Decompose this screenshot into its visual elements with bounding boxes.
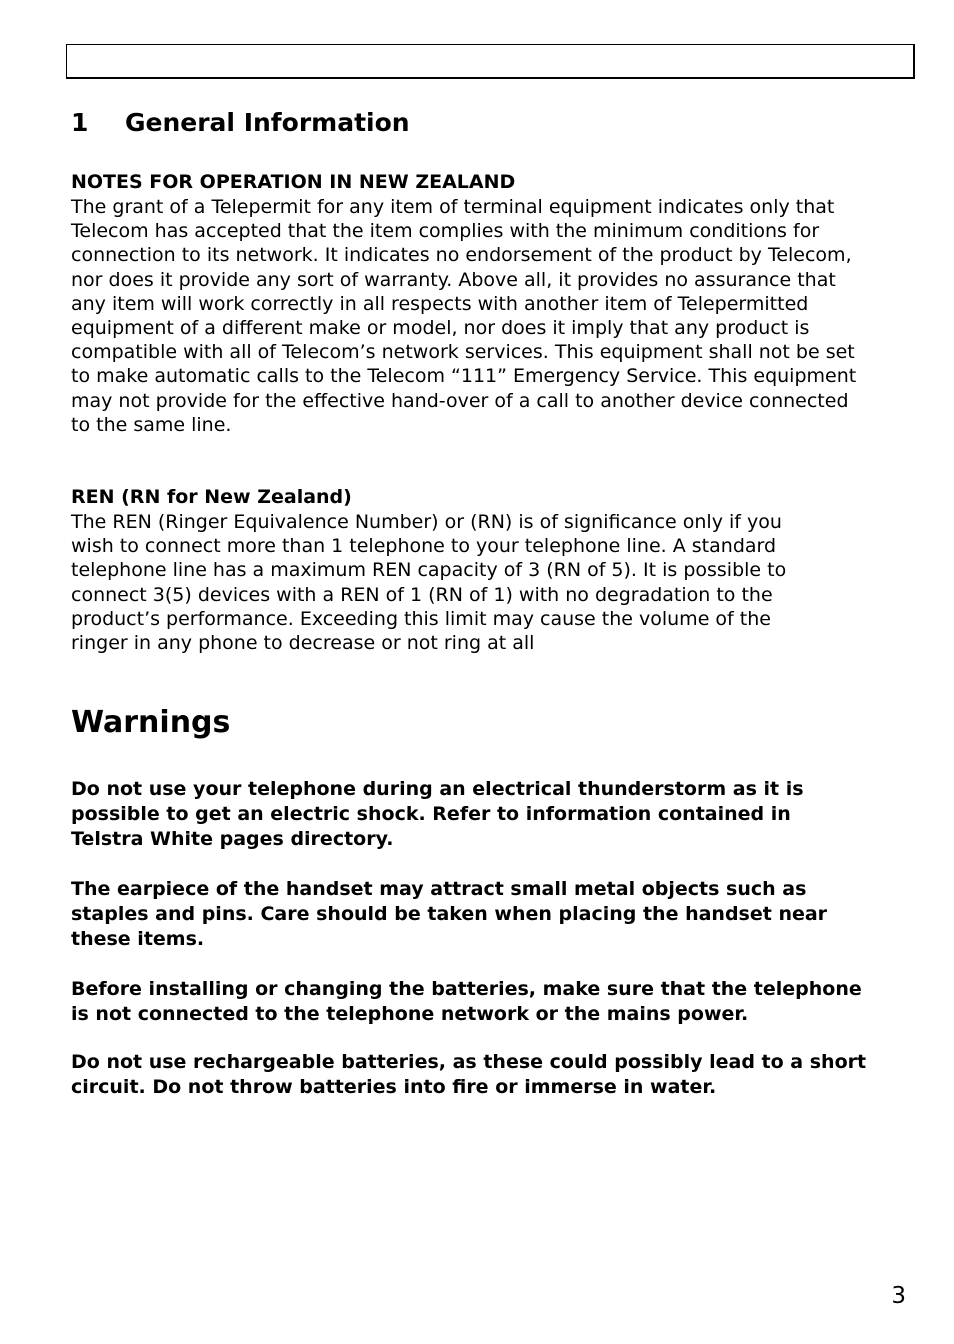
nz-notes-line: to make automatic calls to the Telecom “111” Emergency Service. This equipment	[71, 365, 857, 388]
ren-line: wish to connect more than 1 telephone to your telephone line. A standard	[71, 535, 777, 558]
warning-earpiece	[71, 877, 827, 952]
section-title: General Information	[125, 108, 410, 137]
nz-notes-line: The grant of a Telepermit for any item of terminal equipment indicates only that	[71, 196, 835, 218]
ren-heading: REN (RN for New Zealand)	[71, 486, 352, 508]
ren-line: product’s performance. Exceeding this limit may cause the volume of the	[71, 607, 771, 630]
nz-notes-line: to the same line.	[71, 413, 232, 436]
section-number: 1	[71, 108, 89, 137]
page-number: 3	[891, 1283, 906, 1309]
warning-line: Before installing or changing the batteries, make sure that the telephone	[71, 978, 862, 1000]
nz-notes-line: nor does it provide any sort of warranty. Above all, it provides no assurance that	[71, 268, 836, 291]
ren-line: connect 3(5) devices with a REN of 1 (RN of 1) with no degradation to the	[71, 583, 773, 606]
nz-notes-heading: NOTES FOR OPERATION IN NEW ZEALAND	[71, 171, 516, 193]
nz-notes-line: equipment of a different make or model, nor does it imply that any product is	[71, 317, 810, 340]
nz-notes-line: may not provide for the effective hand-over of a call to another device connected	[71, 389, 849, 412]
warning-line: The earpiece of the handset may attract small metal objects such as	[71, 878, 807, 900]
header-box	[66, 44, 915, 79]
warning-line: circuit. Do not throw batteries into fire or immerse in water.	[71, 1076, 717, 1098]
warning-thunderstorm	[71, 777, 804, 852]
warning-line: Do not use rechargeable batteries, as these could possibly lead to a short	[71, 1051, 867, 1073]
warning-line: Telstra White pages directory.	[71, 828, 394, 850]
nz-notes-line: connection to its network. It indicates no endorsement of the product by Telecom,	[71, 244, 852, 267]
warning-line: possible to get an electric shock. Refer to information contained in	[71, 803, 791, 825]
ren-paragraph	[71, 510, 786, 655]
nz-notes-line: compatible with all of Telecom’s network services. This equipment shall not be set	[71, 341, 855, 364]
ren-line: The REN (Ringer Equivalence Number) or (RN) is of significance only if you	[71, 511, 782, 533]
ren-line: telephone line has a maximum REN capacity of 3 (RN of 5). It is possible to	[71, 559, 787, 582]
warnings-title: Warnings	[71, 705, 231, 740]
warning-line: these items.	[71, 928, 205, 950]
nz-notes-line: Telecom has accepted that the item complies with the minimum conditions for	[71, 220, 820, 243]
warning-line: is not connected to the telephone network or the mains power.	[71, 1003, 749, 1025]
warning-line: staples and pins. Care should be taken when placing the handset near	[71, 903, 828, 925]
section-heading	[71, 107, 410, 139]
ren-line: ringer in any phone to decrease or not ring at all	[71, 632, 535, 655]
warning-batteries-install	[71, 977, 862, 1027]
warning-line: Do not use your telephone during an electrical thunderstorm as it is	[71, 778, 804, 800]
nz-notes-line: any item will work correctly in all respects with another item of Telepermitted	[71, 292, 809, 315]
nz-notes-paragraph	[71, 195, 856, 437]
warning-rechargeable	[71, 1050, 866, 1100]
